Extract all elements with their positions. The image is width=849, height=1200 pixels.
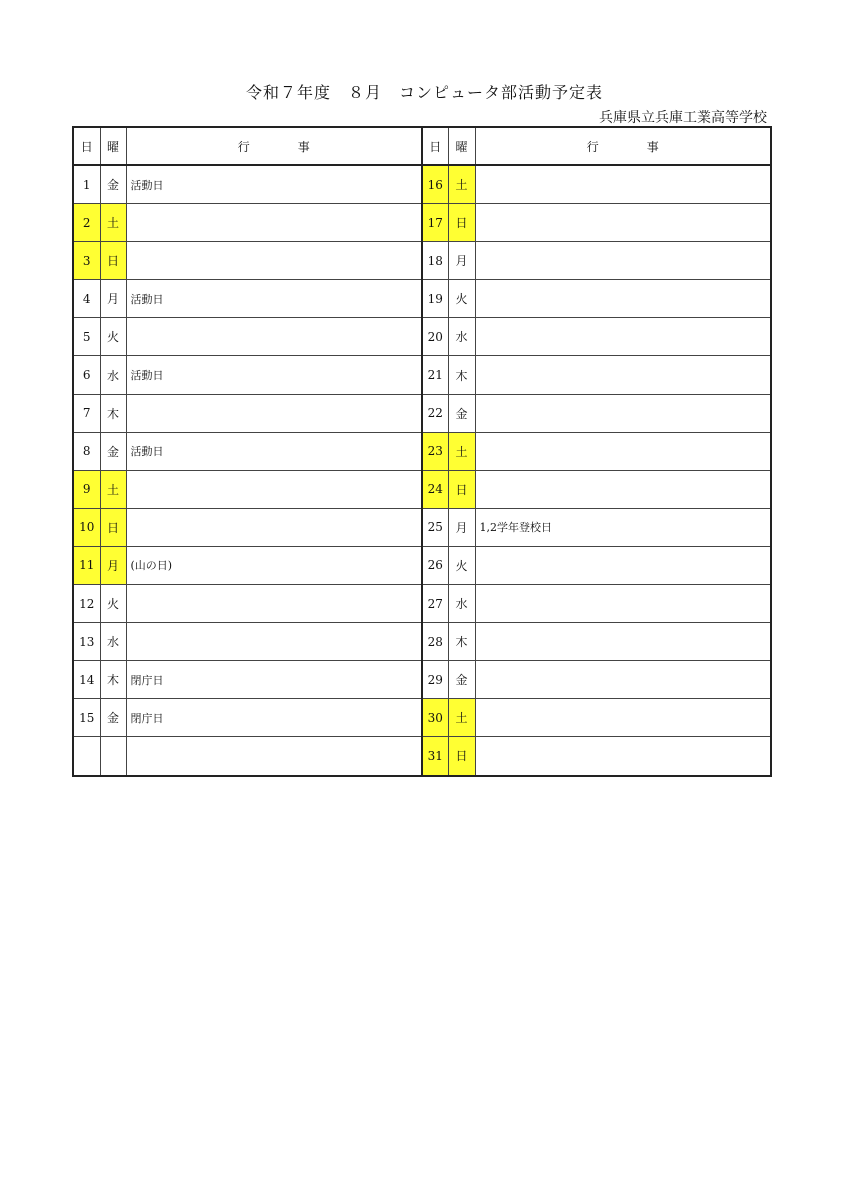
day-cell: 14 (73, 661, 100, 699)
day-cell: 9 (73, 470, 100, 508)
weekday-cell: 土 (100, 470, 126, 508)
event-cell (126, 394, 422, 432)
weekday-cell: 水 (100, 623, 126, 661)
event-cell (475, 242, 771, 280)
event-cell (475, 432, 771, 470)
weekday-cell: 月 (100, 280, 126, 318)
event-cell (475, 546, 771, 584)
day-cell: 4 (73, 280, 100, 318)
event-cell (475, 394, 771, 432)
weekday-cell: 日 (448, 204, 475, 242)
weekday-cell: 土 (448, 165, 475, 204)
table-row (73, 470, 771, 508)
header-day: 日 (73, 127, 100, 165)
day-cell: 27 (422, 585, 448, 623)
event-cell (475, 356, 771, 394)
day-cell: 7 (73, 394, 100, 432)
weekday-cell: 木 (448, 623, 475, 661)
day-cell: 10 (73, 508, 100, 546)
weekday-cell: 金 (100, 432, 126, 470)
event-cell (475, 699, 771, 737)
day-cell: 28 (422, 623, 448, 661)
weekday-cell: 土 (448, 432, 475, 470)
day-cell: 19 (422, 280, 448, 318)
day-cell: 24 (422, 470, 448, 508)
weekday-cell: 土 (448, 699, 475, 737)
day-cell: 30 (422, 699, 448, 737)
event-cell: 活動日 (126, 356, 422, 394)
weekday-cell: 月 (448, 508, 475, 546)
day-cell: 25 (422, 508, 448, 546)
weekday-cell: 日 (100, 508, 126, 546)
event-cell (475, 737, 771, 776)
day-cell: 11 (73, 546, 100, 584)
day-cell: 5 (73, 318, 100, 356)
weekday-cell: 金 (100, 699, 126, 737)
header-event-right (475, 127, 771, 165)
weekday-cell: 火 (448, 280, 475, 318)
day-cell: 22 (422, 394, 448, 432)
weekday-cell (100, 737, 126, 776)
header-event (126, 127, 422, 165)
day-cell (73, 737, 100, 776)
header-day-right: 日 (422, 127, 448, 165)
table-row (73, 318, 771, 356)
weekday-cell: 土 (100, 204, 126, 242)
event-cell: 閉庁日 (126, 699, 422, 737)
event-cell (126, 737, 422, 776)
event-cell (126, 623, 422, 661)
table-row (73, 661, 771, 699)
event-cell: 活動日 (126, 165, 422, 204)
event-cell (126, 318, 422, 356)
event-cell (475, 623, 771, 661)
weekday-cell: 日 (448, 470, 475, 508)
day-cell: 1 (73, 165, 100, 204)
weekday-cell: 日 (100, 242, 126, 280)
event-cell (126, 508, 422, 546)
table-row (73, 356, 771, 394)
event-cell (475, 165, 771, 204)
table-row (73, 280, 771, 318)
event-cell: 活動日 (126, 432, 422, 470)
day-cell: 17 (422, 204, 448, 242)
table-row (73, 585, 771, 623)
weekday-cell: 木 (448, 356, 475, 394)
event-cell: 1,2学年登校日 (475, 508, 771, 546)
day-cell: 6 (73, 356, 100, 394)
event-cell: 活動日 (126, 280, 422, 318)
weekday-cell: 金 (448, 661, 475, 699)
header-row (73, 127, 771, 165)
header-event-b-right: 事 (646, 139, 659, 154)
table-row (73, 699, 771, 737)
table-row (73, 546, 771, 584)
weekday-cell: 水 (448, 318, 475, 356)
table-row (73, 508, 771, 546)
weekday-cell: 日 (448, 737, 475, 776)
day-cell: 15 (73, 699, 100, 737)
event-cell (126, 242, 422, 280)
event-cell (475, 204, 771, 242)
weekday-cell: 月 (448, 242, 475, 280)
event-cell (475, 280, 771, 318)
weekday-cell: 金 (100, 165, 126, 204)
day-cell: 31 (422, 737, 448, 776)
school-name: 兵庫県立兵庫工業高等学校 (599, 110, 767, 126)
table-row (73, 165, 771, 204)
day-cell: 16 (422, 165, 448, 204)
header-event-b: 事 (297, 139, 310, 154)
day-cell: 18 (422, 242, 448, 280)
weekday-cell: 火 (448, 546, 475, 584)
page-title: 令和７年度 ８月 コンピュータ部活動予定表 (245, 83, 603, 102)
header-event-a: 行 (237, 139, 250, 154)
weekday-cell: 月 (100, 546, 126, 584)
day-cell: 12 (73, 585, 100, 623)
table-row (73, 242, 771, 280)
header-weekday-right: 曜 (448, 127, 475, 165)
weekday-cell: 水 (100, 356, 126, 394)
event-cell: (山の日) (126, 546, 422, 584)
event-cell (475, 661, 771, 699)
table-row (73, 623, 771, 661)
schedule-table (72, 126, 772, 777)
day-cell: 20 (422, 318, 448, 356)
day-cell: 21 (422, 356, 448, 394)
day-cell: 2 (73, 204, 100, 242)
day-cell: 13 (73, 623, 100, 661)
table-row (73, 737, 771, 776)
event-cell (475, 318, 771, 356)
event-cell (475, 470, 771, 508)
header-event-a-right: 行 (586, 139, 599, 154)
header-weekday: 曜 (100, 127, 126, 165)
day-cell: 26 (422, 546, 448, 584)
event-cell (126, 470, 422, 508)
day-cell: 3 (73, 242, 100, 280)
weekday-cell: 金 (448, 394, 475, 432)
day-cell: 29 (422, 661, 448, 699)
weekday-cell: 木 (100, 394, 126, 432)
weekday-cell: 水 (448, 585, 475, 623)
day-cell: 23 (422, 432, 448, 470)
table-row (73, 204, 771, 242)
event-cell (126, 204, 422, 242)
event-cell (475, 585, 771, 623)
weekday-cell: 木 (100, 661, 126, 699)
event-cell: 閉庁日 (126, 661, 422, 699)
weekday-cell: 火 (100, 585, 126, 623)
table-row (73, 432, 771, 470)
table-row (73, 394, 771, 432)
weekday-cell: 火 (100, 318, 126, 356)
day-cell: 8 (73, 432, 100, 470)
event-cell (126, 585, 422, 623)
